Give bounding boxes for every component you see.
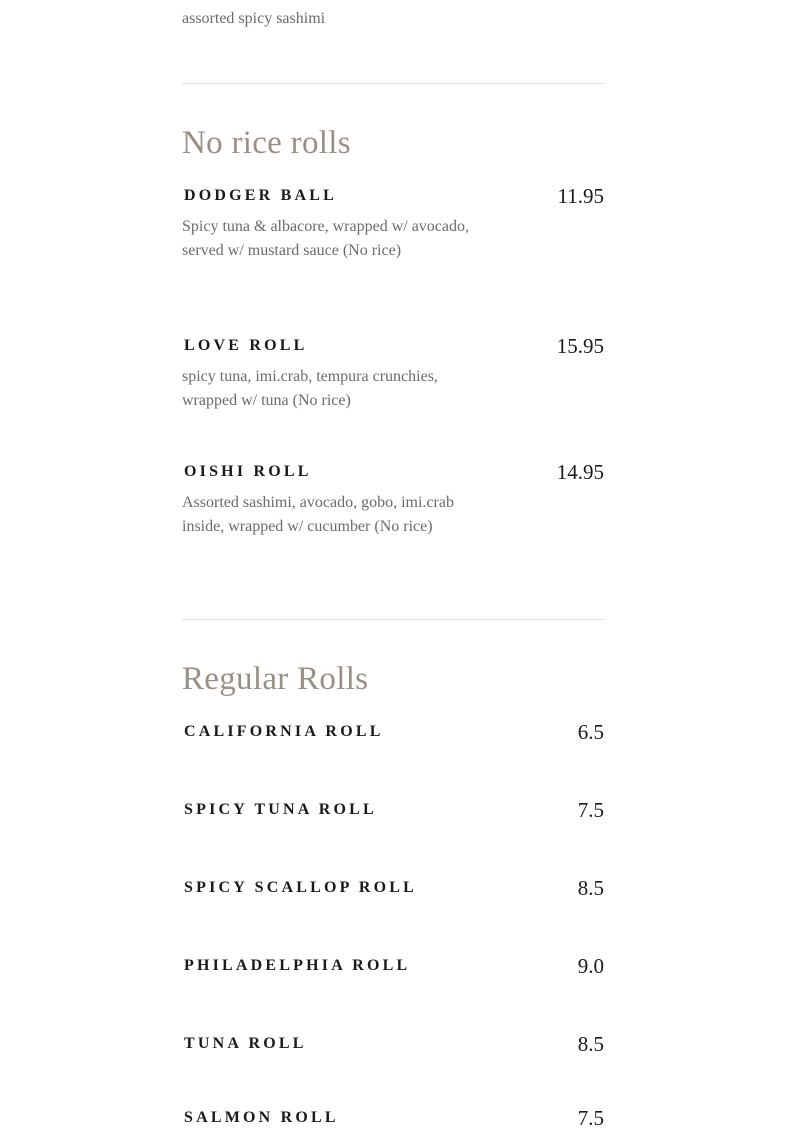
menu-item-price: 9.0 (577, 954, 604, 978)
menu-item-price: 11.95 (557, 184, 604, 208)
menu-item-name: SALMON ROLL (184, 1109, 339, 1126)
menu-item-price: 8.5 (577, 1032, 604, 1056)
section-divider (182, 619, 604, 620)
menu-item-name: CALIFORNIA ROLL (184, 723, 384, 740)
previous-item-description: assorted spicy sashimi (182, 10, 326, 27)
menu-item-price: 8.5 (577, 876, 604, 900)
menu-item-name: TUNA ROLL (184, 1035, 307, 1052)
menu-item-price: 15.95 (556, 334, 604, 358)
menu-item-name: PHILADELPHIA ROLL (184, 957, 411, 974)
menu-item-price: 7.5 (577, 798, 604, 822)
menu-item-name: OISHI ROLL (184, 463, 312, 480)
menu-item-description: Assorted sashimi, avocado, gobo, imi.crab inside, wrapped w/ cucumber (No rice) (182, 494, 454, 535)
menu-item-name: SPICY SCALLOP ROLL (184, 879, 418, 896)
menu-item-price: 6.5 (577, 720, 604, 744)
menu-item-description: Spicy tuna & albacore, wrapped w/ avocado, served w/ mustard sauce (No rice) (182, 218, 470, 259)
menu-item-price: 7.5 (577, 1106, 604, 1130)
menu-item-description: spicy tuna, imi.crab, tempura crunchies, wrapped w/ tuna (No rice) (182, 368, 438, 409)
menu-item-name: SPICY TUNA ROLL (184, 801, 377, 818)
section-divider (182, 83, 604, 84)
menu-item-name: DODGER BALL (184, 187, 337, 204)
menu-item-name: LOVE ROLL (184, 337, 308, 354)
section-title-regular-rolls: Regular Rolls (182, 661, 369, 697)
section-title-no-rice-rolls: No rice rolls (182, 125, 351, 161)
menu-item-price: 14.95 (556, 460, 604, 484)
